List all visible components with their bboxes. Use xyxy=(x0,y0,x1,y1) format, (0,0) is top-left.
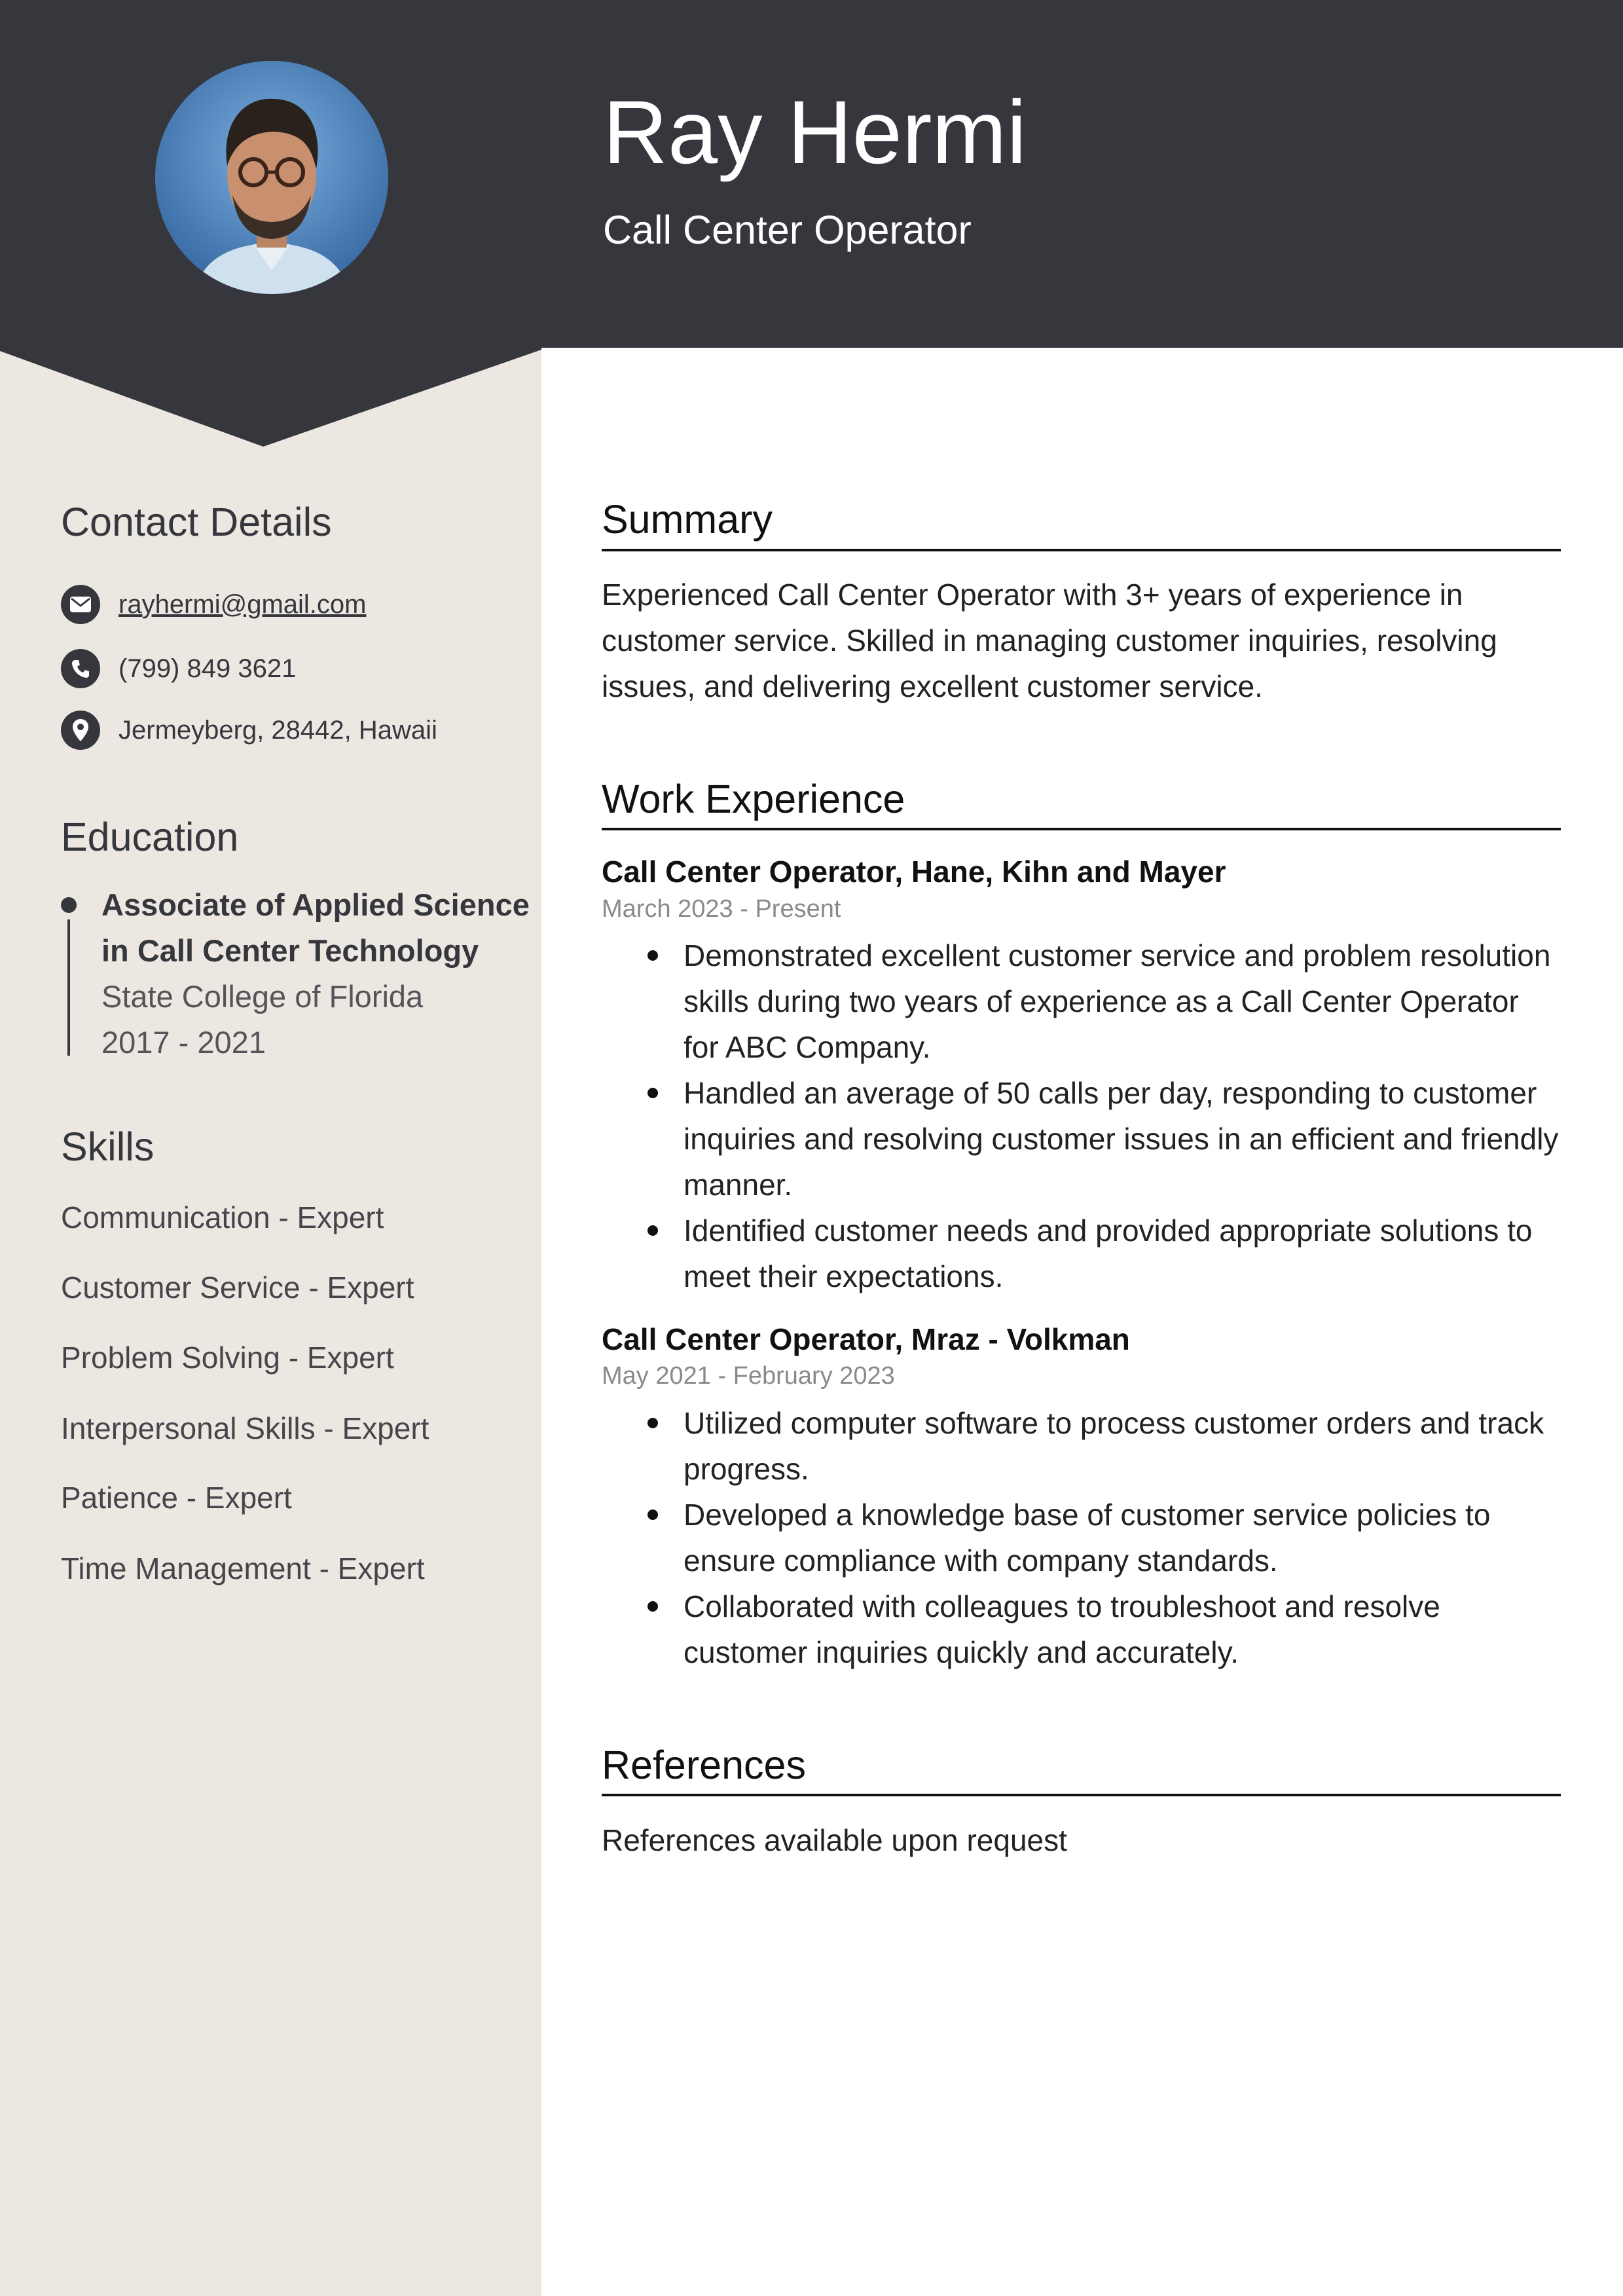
contact-address: Jermeyberg, 28442, Hawaii xyxy=(119,715,437,745)
job-dates: March 2023 - Present xyxy=(602,895,841,923)
summary-heading: Summary xyxy=(602,497,773,542)
contact-phone-row xyxy=(61,649,296,688)
job-title: Call Center Operator, Hane, Kihn and Mayer xyxy=(602,855,1226,889)
education-timeline-dot xyxy=(61,897,77,913)
profile-photo xyxy=(155,61,388,294)
education-degree-line1: Associate of Applied Science xyxy=(101,887,530,922)
references-heading: References xyxy=(602,1743,806,1787)
education-school: State College of Florida xyxy=(101,979,424,1014)
candidate-role: Call Center Operator xyxy=(603,208,972,252)
job-bullet: Developed a knowledge base of customer service policies to ensure compliance with company standards. xyxy=(602,1492,1561,1583)
job-title: Call Center Operator, Mraz - Volkman xyxy=(602,1322,1130,1356)
references-divider xyxy=(602,1794,1561,1796)
envelope-icon xyxy=(61,585,100,624)
references-text: References available upon request xyxy=(602,1823,1067,1857)
skill-item: Problem Solving - Expert xyxy=(61,1341,394,1375)
education-heading: Education xyxy=(61,815,239,859)
skill-item: Patience - Expert xyxy=(61,1481,292,1515)
job-bullet: Collaborated with colleagues to troubleshoot and resolve customer inquiries quickly and accurately. xyxy=(602,1583,1561,1675)
header-chevron xyxy=(0,347,541,447)
contact-phone: (799) 849 3621 xyxy=(119,654,297,683)
contact-email[interactable]: rayhermi@gmail.com xyxy=(119,589,367,619)
contact-email-row[interactable] xyxy=(61,585,366,624)
job-bullet-list xyxy=(602,1400,1561,1675)
education-years: 2017 - 2021 xyxy=(101,1025,266,1060)
location-pin-icon xyxy=(61,711,100,750)
education-degree-line2: in Call Center Technology xyxy=(101,933,479,968)
education-timeline-line xyxy=(67,919,70,1056)
candidate-name: Ray Hermi xyxy=(603,83,1027,183)
skill-item: Communication - Expert xyxy=(61,1200,384,1234)
summary-divider xyxy=(602,549,1561,551)
skill-item: Interpersonal Skills - Expert xyxy=(61,1411,429,1445)
job-bullet: Utilized computer software to process customer orders and track progress. xyxy=(602,1400,1561,1492)
job-bullet: Identified customer needs and provided appropriate solutions to meet their expectations. xyxy=(602,1208,1561,1299)
summary-text: Experienced Call Center Operator with 3+ years of experience in customer service. Skilled in managing customer inquiries, resolving issues, and delivering excellent customer service. xyxy=(602,578,1497,703)
skill-item: Customer Service - Expert xyxy=(61,1270,414,1305)
job-bullet: Handled an average of 50 calls per day, responding to customer inquiries and resolving customer issues in an efficient and friendly manner. xyxy=(602,1070,1561,1208)
job-bullet: Demonstrated excellent customer service and problem resolution skills during two years of experience as a Call Center Operator for ABC Company. xyxy=(602,933,1561,1070)
experience-divider xyxy=(602,828,1561,830)
skills-heading: Skills xyxy=(61,1124,155,1169)
phone-icon xyxy=(61,649,100,688)
skill-item: Time Management - Expert xyxy=(61,1551,425,1585)
contact-heading: Contact Details xyxy=(61,500,332,544)
job-bullet-list xyxy=(602,933,1561,1299)
job-dates: May 2021 - February 2023 xyxy=(602,1362,895,1390)
contact-address-row xyxy=(61,711,437,750)
experience-heading: Work Experience xyxy=(602,777,905,821)
